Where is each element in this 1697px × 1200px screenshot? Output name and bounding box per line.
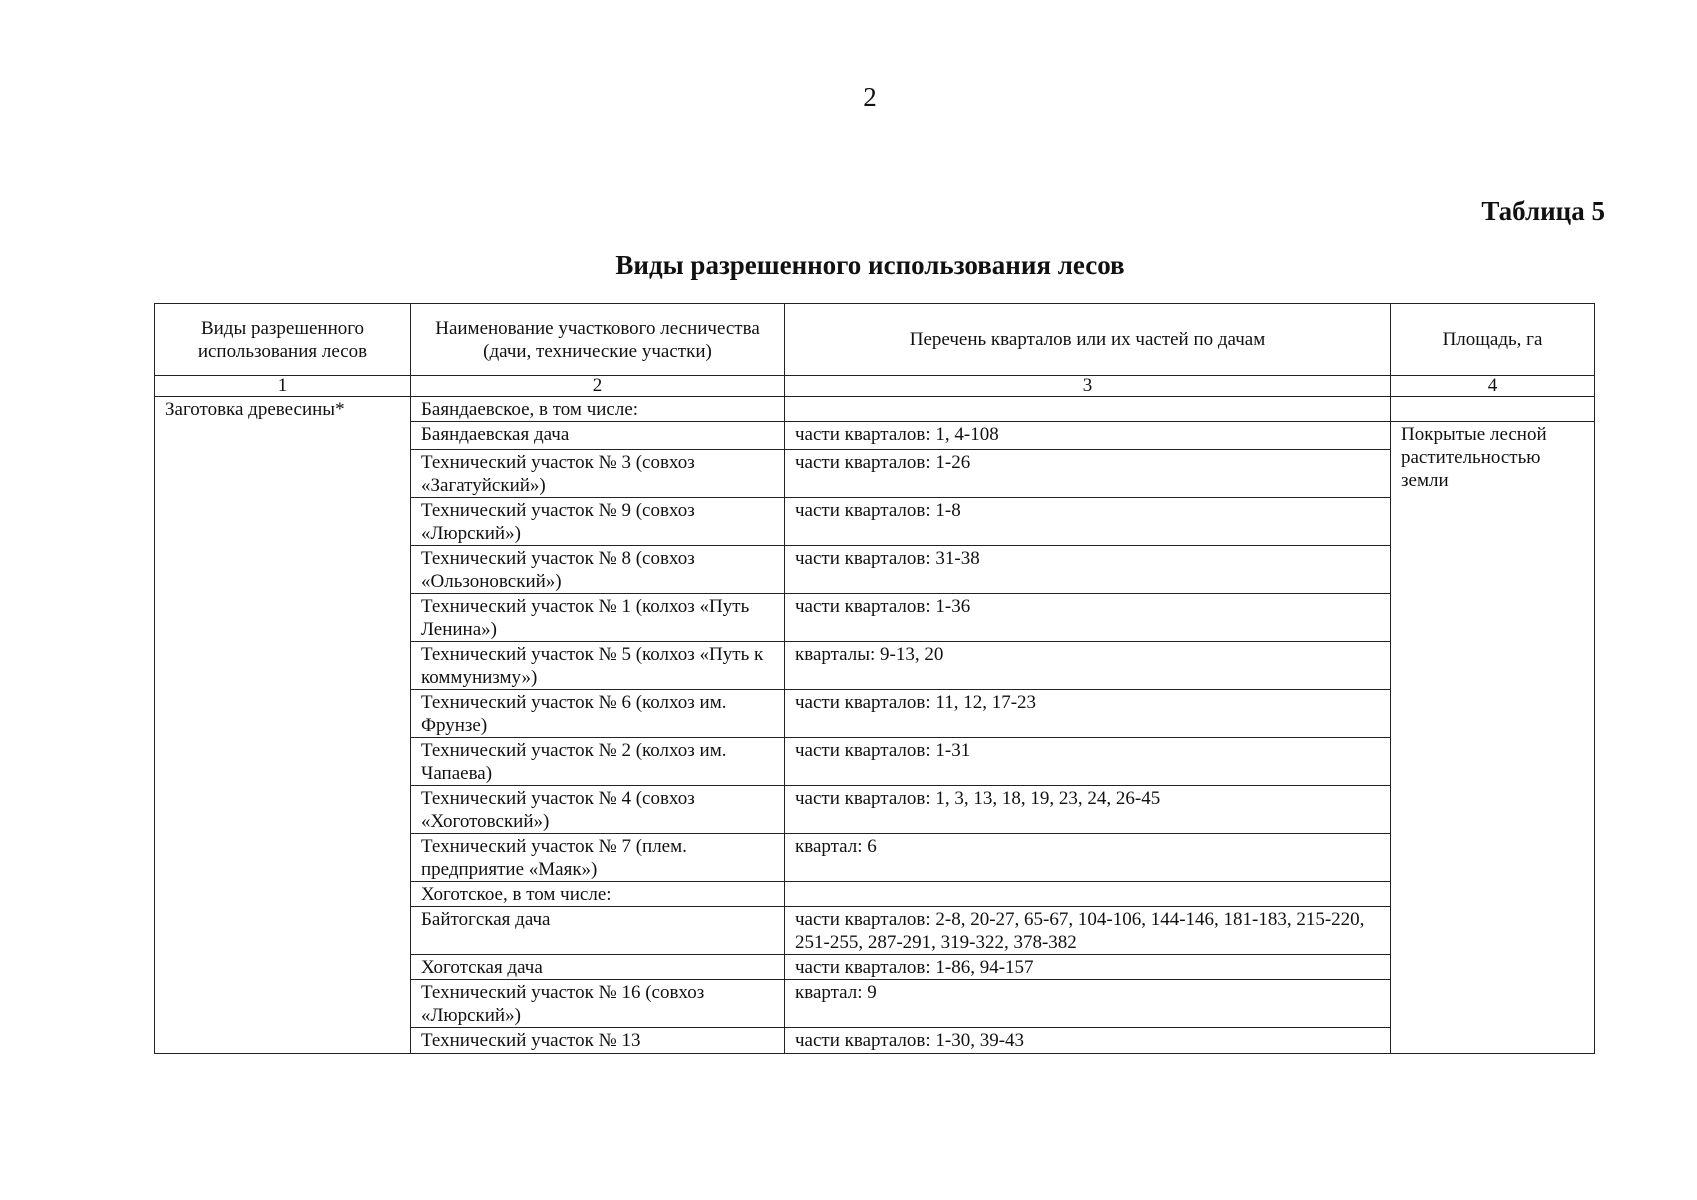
column-number: 4 [1391, 376, 1595, 397]
document-title: Виды разрешенного использования лесов [615, 250, 1125, 280]
quarters-cell: части кварталов: 1-26 [785, 450, 1391, 498]
forestry-name-cell: Технический участок № 16 (совхоз «Люрский») [411, 980, 785, 1028]
table-label: Таблица 5 [1481, 196, 1605, 226]
forestry-name-cell: Технический участок № 5 (колхоз «Путь к коммунизму») [411, 642, 785, 690]
area-note-cell: Покрытые лесной растительностью земли [1391, 422, 1595, 1054]
quarters-cell: части кварталов: 1, 3, 13, 18, 19, 23, 24, 26-45 [785, 786, 1391, 834]
forestry-name-cell: Технический участок № 13 [411, 1028, 785, 1054]
quarters-cell [785, 882, 1391, 907]
column-number: 2 [411, 376, 785, 397]
column-number: 3 [785, 376, 1391, 397]
quarters-cell [785, 397, 1391, 422]
quarters-cell: квартал: 9 [785, 980, 1391, 1028]
forestry-name-cell: Баяндаевское, в том числе: [411, 397, 785, 422]
quarters-cell: части кварталов: 1-8 [785, 498, 1391, 546]
forestry-name-cell: Технический участок № 3 (совхоз «Загатуйский») [411, 450, 785, 498]
forestry-name-cell: Технический участок № 2 (колхоз им. Чапаева) [411, 738, 785, 786]
forestry-name-cell: Хоготское, в том числе: [411, 882, 785, 907]
forestry-name-cell: Баяндаевская дача [411, 422, 785, 450]
table-body [155, 397, 1595, 1054]
forestry-name-cell: Технический участок № 1 (колхоз «Путь Ленина») [411, 594, 785, 642]
quarters-cell: части кварталов: 1-86, 94-157 [785, 955, 1391, 980]
forest-usage-table [154, 303, 1595, 1054]
quarters-cell: части кварталов: 1, 4-108 [785, 422, 1391, 450]
quarters-cell: части кварталов: 31-38 [785, 546, 1391, 594]
header-forestry-name: Наименование участкового лесничества (дачи, технические участки) [411, 304, 785, 376]
quarters-cell: части кварталов: 1-31 [785, 738, 1391, 786]
quarters-cell: части кварталов: 2-8, 20-27, 65-67, 104-106, 144-146, 181-183, 215-220, 251-255, 287-291, 319-322, 378-382 [785, 907, 1391, 955]
quarters-cell: кварталы: 9-13, 20 [785, 642, 1391, 690]
forestry-name-cell: Технический участок № 8 (совхоз «Ользоновский») [411, 546, 785, 594]
quarters-cell: части кварталов: 1-36 [785, 594, 1391, 642]
forestry-name-cell: Хоготская дача [411, 955, 785, 980]
column-number-row [155, 376, 1595, 397]
quarters-cell: части кварталов: 1-30, 39-43 [785, 1028, 1391, 1054]
header-usage-type: Виды разрешенного использования лесов [155, 304, 411, 376]
page-number: 2 [863, 82, 877, 112]
forestry-name-cell: Технический участок № 6 (колхоз им. Фрунзе) [411, 690, 785, 738]
header-quarters-list: Перечень кварталов или их частей по дачам [785, 304, 1391, 376]
forestry-name-cell: Технический участок № 9 (совхоз «Люрский») [411, 498, 785, 546]
table-row [155, 397, 1595, 422]
header-area: Площадь, га [1391, 304, 1595, 376]
forestry-name-cell: Байтогская дача [411, 907, 785, 955]
quarters-cell: части кварталов: 11, 12, 17-23 [785, 690, 1391, 738]
column-number: 1 [155, 376, 411, 397]
area-cell [1391, 397, 1595, 422]
forestry-name-cell: Технический участок № 4 (совхоз «Хоготовский») [411, 786, 785, 834]
quarters-cell: квартал: 6 [785, 834, 1391, 882]
header-row [155, 304, 1595, 376]
usage-type-cell: Заготовка древесины* [155, 397, 411, 1054]
forestry-name-cell: Технический участок № 7 (плем. предприятие «Маяк») [411, 834, 785, 882]
